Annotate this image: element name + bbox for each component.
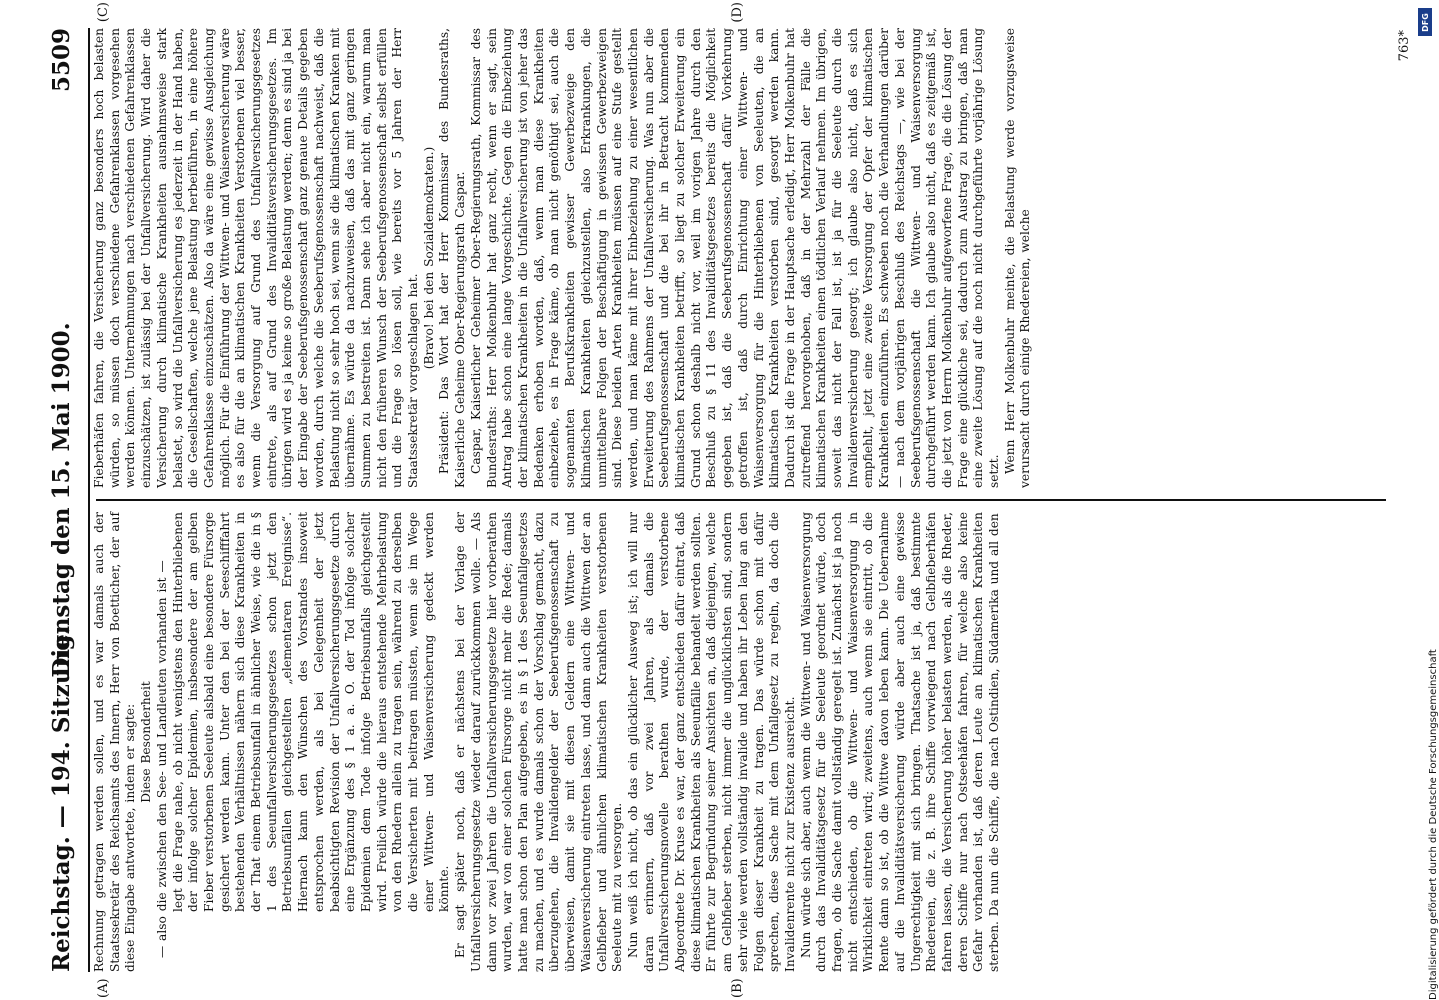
paragraph: — also die zwischen den See- und Landleuten vorhanden ist — [154,560,169,958]
header-rule [88,28,90,972]
paragraph: Er sagt später noch, daß er nächstens bei der Vorlage der Unfallversicherungsgesetze wieder darauf zurückkommen wolle. — Als dann vor zwei Jahren die Unfallversicherungsgesetze hier vorberathen wurden, war von einer solchen Fürsorge nicht mehr die Rede; damals hatte man schon den Plan aufgegeben, es in § 1 des Seeunfallgesetzes zu machen, und es wurde damals schon der Vorschlag gemacht, dazu überzugehen, die Invalidengelder der Seeberufsgenossenschaft zu überweisen, damit sie mit diesen Geldern eine Wittwen- und Waisenversicherung eintreten lasse, und dann auch die Wittwen der an Gelbfieber und ähnlichen klimatischen Krankheiten verstorbenen Seeleute mit zu versorgen. [453,512,625,972]
digitization-credit [1416,0,1439,1000]
page-header [48,28,86,972]
paragraph: Präsident: Das Wort hat der Herr Kommissar des Bundesraths, Kaiserliche Geheime Ober-Regierungsrath Caspar. [437,28,468,488]
margin-marker-c: (C) [96,2,111,23]
text-column-left [92,512,1390,972]
paragraph: Wenn Herr Molkenbuhr meinte, die Belastung werde vorzugsweise verursacht durch einige Rhedereien, welche [1002,28,1033,488]
header-session: Reichstag. — 194. Sitzung. [48,626,75,972]
paragraph: Nun weiß ich nicht, ob das ein glücklicher Ausweg ist; ich will nur daran erinnern, daß vor zwei Jahren, als damals die Unfallversicherungsnovelle berathen wurde, der verstorbene Abgeordnete Dr. Kruse es war, der ganz entschieden dafür eintrat, daß diese klimatischen Krankheiten als Seeunfälle behandelt werden sollten. Er führte zur Begründung seiner Ansichten an, daß diejenigen, welche am Gelbfieber sterben, nicht immer die unglücklichsten sind, sondern sehr viele werden vollständig invalide und haben ihr Leben lang an den Folgen dieser Krankheit zu tragen. Das würde schon mit dafür sprechen, diese Sache mit dem Unfallgesetz zu regeln, da doch die Invalidenrente nicht zur Existenz ausreicht. [625,512,797,972]
paragraph: Rechnung getragen werden sollen, und es war damals auch der Staatssekretär des Reichsamts des Innern, Herr von Boetticher, der auf diese Eingabe antwortete, indem er sagte: [92,512,138,972]
quote-line: Diese Besonderheit [139,681,154,803]
margin-marker-b: (B) [730,978,745,998]
margin-marker-a: (A) [96,978,111,998]
applause-note: (Bravo! bei den Sozialdemokraten.) [421,146,436,370]
dfg-logo-text: DFG [1420,12,1430,32]
dfg-logo [1418,8,1432,36]
signature-mark: 763* [1397,30,1412,62]
digitization-credit-text: Digitalisierung gefördert durch die Deutsche Forschungsgemeinschaft [1428,649,1439,1000]
page-number: 5509 [48,28,75,93]
paragraph: Caspar, Kaiserlicher Geheimer Ober-Regierungsrath, Kommissar des Bundesraths: Herr Molkenbuhr hat ganz recht, wenn er sagt, sein Antrag habe schon eine lange Vorgeschichte. Gegen die Einbeziehung der klimatischen Krankheiten in die Unfallversicherung ist von jeher das Bedenken erhoben worden, daß, wenn man diese Krankheiten einbeziehe, es in Frage käme, ob man nicht genöthigt sei, auch die sogenannten Berufskrankheiten gewisser Gewerbezweige den klimatischen Krankheiten gleichzustellen, also Erkrankungen, die unmittelbare Folgen der Beschäftigung in gewissen Gewerbezweigen sind. Diese beiden Arten Krankheiten müssen auf eine Stufe gestellt werden, und man käme mit ihrer Einbeziehung zu einer wesentlichen Erweiterung des Rahmens der Unfallversicherung. Was nun aber die Seeberufsgenossenschaft und die bei ihr in Betracht kommenden klimatischen Krankheiten betrifft, so liegt zu solcher Erweiterung ein Grund schon deshalb nicht vor, weil im vorigen Jahre durch den Beschluß zu § 11 des Invaliditätsgesetzes bereits die Möglichkeit gegeben ist, daß die Seeberufsgenossenschaft dafür Vorkehrung getroffen ist, daß durch Einrichtung einer Wittwen- und Waisenversorgung für die Hinterbliebenen von Seeleuten, die an klimatischen Krankheiten verstorben sind, gesorgt werden kann. Dadurch ist die Frage in der Hauptsache erledigt, Herr Molkenbuhr hat zutreffend hervorgehoben, daß in der Mehrzahl der Fälle die klimatischen Krankheiten einen tödtlichen Verlauf nehmen. Im übrigen, soweit das nicht der Fall ist, ist ja für die Seeleute durch die Invalidenversicherung gesorgt; ich glaube also nicht, daß es sich empfiehlt, jetzt eine zweite Versorgung der Opfer der klimatischen Krankheiten einzuführen. Es schweben noch die Verhandlungen darüber — nach dem vorjährigen Beschluß des Reichstags —, wie bei der Seeberufsgenossenschaft die Wittwen- und Waisenversorgung durchgeführt werden kann. Ich glaube also nicht, daß es zeitgemäß ist, die jetzt von Herrn Molkenbuhr aufgeworfene Frage, die die Lösung der Frage eine glückliche sei, dadurch zum Austrag zu bringen, daß man eine zweite Lösung auf die noch nicht durchgeführte vorjährige Lösung setzt. [468,28,1002,488]
paragraph: Fieberhäfen fahren, die Versicherung ganz besonders hoch belasten würden, so müssen doch verschiedene Gefahrenklassen vorgesehen werden können. Unternehmungen nach verschiedenen Gefahrenklassen einzuschätzen, ist zulässig bei der Unfallversicherung. Wird daher die Versicherung durch klimatische Krankheiten ausnahmsweise stark belastet, so wird die Unfallversicherung es jederzeit in der Hand haben, die Gesellschaften, welche jene Belastung herbeiführen, in eine höhere Gefahrenklasse einzuschätzen. Also da wäre eine gewisse Ausgleichung möglich. Für die Einführung der Wittwen- und Waisenversicherung wäre es also für die an klimatischen Krankheiten Verstorbenen viel besser, wenn die Versorgung auf Grund des Unfallversicherungsgesetzes eintrete, als auf Grund des Invaliditätsversicherungsgesetzes. Im übrigen wird es ja keine so große Belastung werden; denn es sind ja bei der Eingabe der Seeberufsgenossenschaft ganz genaue Details gegeben worden, durch welche die Seeberufsgenossenschaft nachweist, daß die Belastung nicht so sehr hoch sei, wenn sie die klimatischen Kranken mit übernähme. Es würde da nachzuweisen, daß das mit ganz geringen Summen zu bestreiten ist. Dann sehe ich aber nicht ein, warum man nicht den früheren Wunsch der Seeberufsgenossenschaft selbst erfüllen und die Frage so lösen soll, wie bereits vor 5 Jahren der Herr Staatssekretär vorgeschlagen hat. [92,27,421,488]
paragraph: Nun würde sich aber, auch wenn die Wittwen- und Waisenversorgung durch das Invaliditätsgesetz für die Seeleute geordnet würde, doch fragen, ob die Sache damit vollständig geregelt ist. Zunächst ist ja noch nicht entschieden, ob die Wittwen- und Waisenversorgung in Wirklichkeit eintreten wird; zweitens, auch wenn sie eintritt, ob die Rente dann so ist, ob die Wittwe davon leben kann. Die Uebernahme auf die Invaliditätsversicherung würde aber auch eine gewisse Ungerechtigkeit mit sich bringen. Thatsache ist ja, daß bestimmte Rhedereien, die z. B. ihre Schiffe vorwiegend nach Gelbfieberhäfen fahren lassen, die Versicherung höher belasten werden, als die Rheder, deren Schiffe nur nach Ostseehäfen fahren, für welche also keine Gefahr vorhanden ist, daß deren Leute an klimatischen Krankheiten sterben. Da nun die Schiffe, die nach Ostindien, Südamerika und all den [798,512,1002,972]
column-divider [96,500,1386,502]
text-column-right [92,28,1390,488]
header-date: Dienstag den 15. Mai 1900. [48,322,75,678]
quote-block: legt die Frage nahe, ob nicht wenigstens den Hinterbliebenen der infolge solcher Epidemien, insbesondere der am gelben Fieber verstorbenen Seeleute alsbald eine besondere Fürsorge gesichert werden kann. Unter den bei der Seeschifffahrt bestehenden Verhältnissen nähern sich diese Krankheiten in der That einem Betriebsunfall in ähnlicher Weise, wie die in § 1 des Seeunfallversicherungsgesetzes schon jetzt den Betriebsunfällen gleichgestellten „elementaren Ereignisse“. Hiernach kann den Wünschen des Vorstandes insoweit entsprochen werden, als bei Gelegenheit der jetzt beabsichtigten Revision der Unfallversicherungsgesetze durch eine Ergänzung des § 1 a. a. O. der Tod infolge solcher Epidemien dem Tode infolge Betriebsunfalls gleichgestellt wird. Freilich würde die hieraus entstehende Mehrbelastung von den Rhedern allein zu tragen sein, während zu derselben die Versicherten mit beitragen müssten, wenn sie im Wege einer Wittwen- und Waisenversicherung gedeckt werden könnte. [170,512,452,912]
margin-marker-d: (D) [730,2,745,23]
